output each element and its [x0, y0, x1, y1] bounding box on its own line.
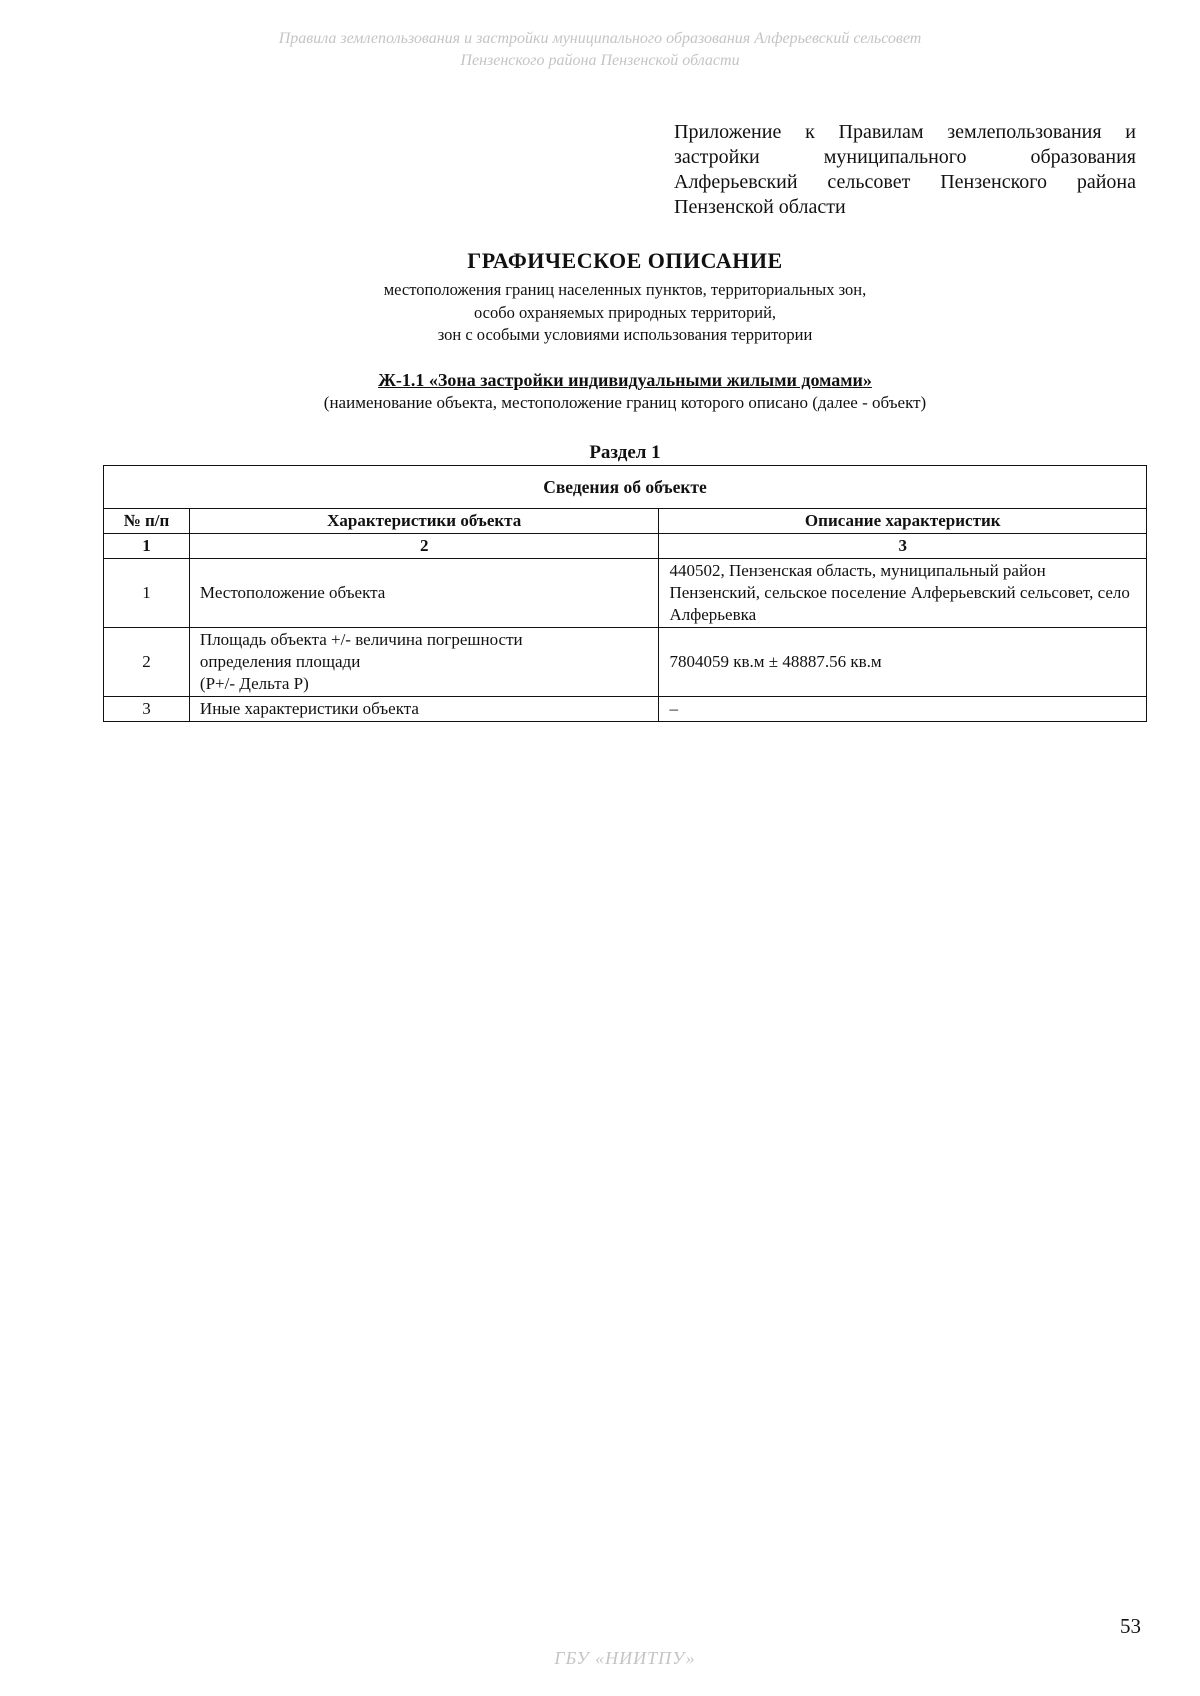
column-number-2: 2: [189, 534, 659, 559]
subtitle-line-2: особо охраняемых природных территорий,: [473, 302, 777, 322]
zone-name: Ж-1.1 «Зона застройки индивидуальными жилыми домами»: [378, 370, 872, 390]
column-header-description: Описание характеристик: [659, 509, 1147, 534]
column-number-3: 3: [659, 534, 1147, 559]
column-number-1: 1: [104, 534, 190, 559]
table-column-numbers-row: [104, 534, 1147, 559]
running-header-line-1: Правила землепользования и застройки муниципального образования Алферьевский сельсовет: [278, 30, 922, 47]
row-characteristic: Местоположение объекта: [189, 559, 659, 628]
appendix-note: Приложение к Правилам землепользования и застройки муниципального образования Алферьевский сельсовет Пензенского района Пензенской области: [674, 121, 1136, 218]
row-description: 440502, Пензенская область, муниципальный район Пензенский, сельское поселение Алферьевский сельсовет, село Алферьевка: [659, 559, 1147, 628]
object-info-table: [103, 465, 1147, 722]
row-characteristic-line: определения площади: [199, 652, 361, 671]
row-characteristic-line: (Р+/- Дельта Р): [199, 674, 309, 693]
column-header-characteristic: Характеристики объекта: [189, 509, 659, 534]
row-characteristic: [189, 628, 659, 697]
table-row: [104, 697, 1147, 722]
running-header: [0, 28, 1200, 72]
row-characteristic: Иные характеристики объекта: [189, 697, 659, 722]
row-characteristic-line: Площадь объекта +/- величина погрешности: [199, 630, 523, 649]
subtitle-line-3: зон с особыми условиями использования территории: [437, 325, 813, 344]
row-number: 2: [104, 628, 190, 697]
document-title: ГРАФИЧЕСКОЕ ОПИСАНИЕ: [467, 248, 783, 273]
row-description: 7804059 кв.м ± 48887.56 кв.м: [659, 628, 1147, 697]
row-description: –: [659, 697, 1147, 722]
table-row: [104, 559, 1147, 628]
page-number: 53: [1120, 1614, 1141, 1638]
table-caption: Сведения об объекте: [104, 466, 1147, 509]
table-caption-row: [104, 466, 1147, 509]
row-number: 3: [104, 697, 190, 722]
running-footer: ГБУ «НИИТПУ»: [554, 1648, 696, 1668]
row-number: 1: [104, 559, 190, 628]
document-subtitle: [0, 279, 1200, 347]
table-header-row: [104, 509, 1147, 534]
section-title: Раздел 1: [589, 442, 661, 463]
table-row: [104, 628, 1147, 697]
column-header-number: № п/п: [104, 509, 190, 534]
subtitle-line-1: местоположения границ населенных пунктов, территориальных зон,: [383, 280, 867, 299]
running-header-line-2: Пензенского района Пензенской области: [460, 52, 740, 69]
zone-caption: (наименование объекта, местоположение границ которого описано (далее - объект): [323, 393, 927, 412]
